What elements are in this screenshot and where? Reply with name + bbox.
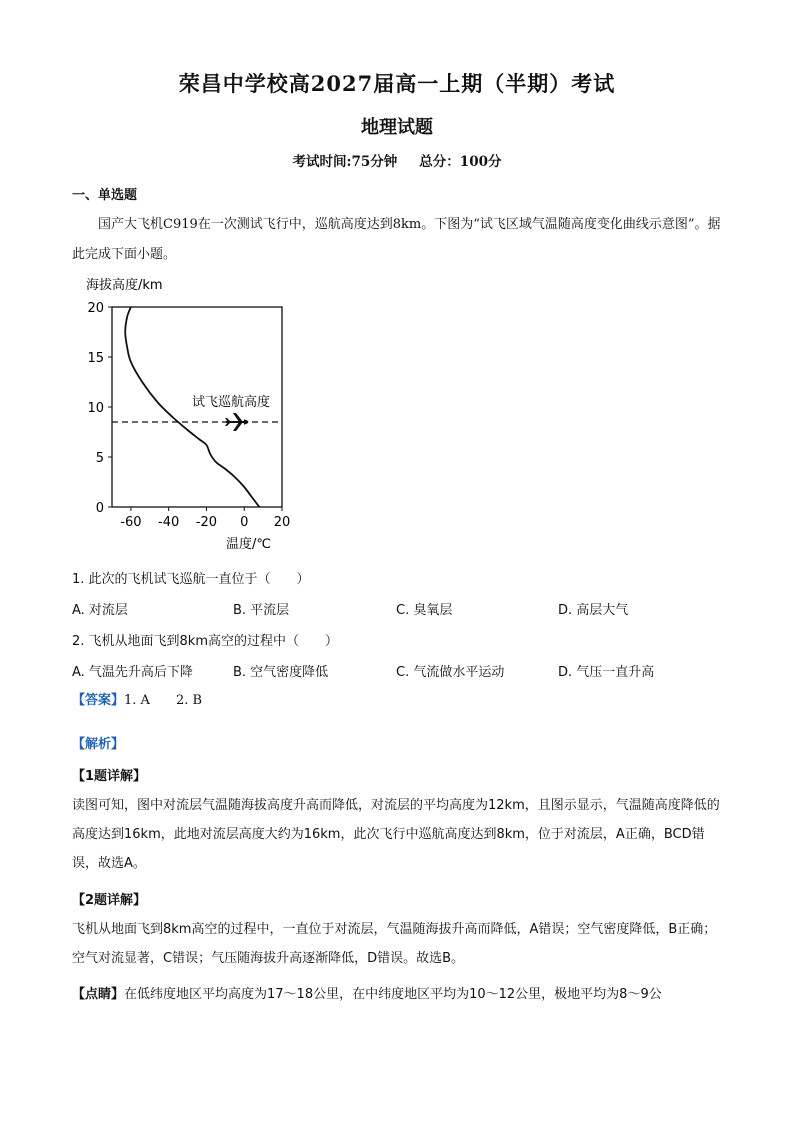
airplane-icon [225, 413, 248, 431]
exam-meta [0, 150, 794, 170]
y-tick-label: 0 [95, 501, 104, 516]
q1-option-d: D. 高层大气 [558, 603, 629, 618]
x-tick-label: -20 [195, 515, 218, 530]
y-axis-label: 海拔高度/km [86, 278, 163, 293]
q2-option-d: D. 气压一直升高 [558, 665, 655, 680]
tip-paragraph [72, 980, 724, 1009]
y-tick-label: 20 [87, 301, 104, 316]
q1-detail-title: 【1题详解】 [72, 769, 147, 784]
analysis-tag: 【解析】 [72, 737, 125, 752]
q1-option-c: C. 臭氧层 [396, 603, 453, 618]
x-tick-label: -60 [120, 515, 142, 530]
q1-option-b: B. 平流层 [233, 603, 290, 618]
x-axis-label: 温度/℃ [226, 537, 271, 552]
y-tick-label: 5 [95, 451, 104, 466]
cruise-annotation: 试飞巡航高度 [192, 395, 271, 410]
q2-detail-title: 【2题详解】 [72, 893, 147, 908]
tip-text: 在低纬度地区平均高度为17～18公里，在中纬度地区平均为10～12公里，极地平均为8～9公 [124, 987, 662, 1002]
y-tick-label: 10 [87, 401, 104, 416]
exam-title: 荣昌中学校高2027届高一上期（半期）考试 [178, 71, 616, 96]
x-tick-label: 0 [240, 515, 249, 530]
question-intro: 国产大飞机C919在一次测试飞行中，巡航高度达到8km。下图为“试飞区域气温随高度变化曲线示意图”。据此完成下面小题。 [72, 217, 721, 262]
answer-tag: 【答案】 [72, 693, 125, 708]
exam-time: 考试时间:75分钟 [292, 154, 398, 170]
answer-text: 1. A 2. B [124, 693, 203, 708]
tip-tag: 【点睛】 [72, 987, 125, 1002]
q1-option-a: A. 对流层 [72, 603, 128, 618]
q2-option-b: B. 空气密度降低 [233, 665, 329, 680]
x-tick-label: 20 [273, 515, 291, 530]
q2-option-c: C. 气流做水平运动 [396, 665, 505, 680]
axis-ticks [87, 301, 290, 530]
temperature-altitude-chart [72, 272, 332, 562]
exam-score: 总分：100分 [419, 154, 502, 170]
question-1-stem: 1. 此次的飞机试飞巡航一直位于（ ） [72, 572, 310, 587]
section-title: 一、单选题 [72, 188, 138, 203]
q2-detail-text: 飞机从地面飞到8km高空的过程中，一直位于对流层，气温随海拔升高而降低，A错误；空气密度降低，B正确；空气对流显著，C错误；气压随海拔升高逐渐降低，D错误。故选B。 [72, 922, 717, 966]
x-tick-label: -40 [158, 515, 180, 530]
q2-option-a: A. 气温先升高后下降 [72, 665, 193, 680]
q1-detail-text: 读图可知，图中对流层气温随海拔高度升高而降低，对流层的平均高度为12km，且图示显示，气温随高度降低的高度达到16km，此地对流层高度大约为16km，此次飞行中巡航高度达到8km，位于对流层，A正确，BCD错误，故选A。 [72, 798, 720, 871]
exam-subject: 地理试题 [361, 117, 433, 138]
answer-line [72, 689, 202, 708]
question-2-stem: 2. 飞机从地面飞到8km高空的过程中（ ） [72, 634, 338, 649]
y-tick-label: 15 [87, 351, 104, 366]
